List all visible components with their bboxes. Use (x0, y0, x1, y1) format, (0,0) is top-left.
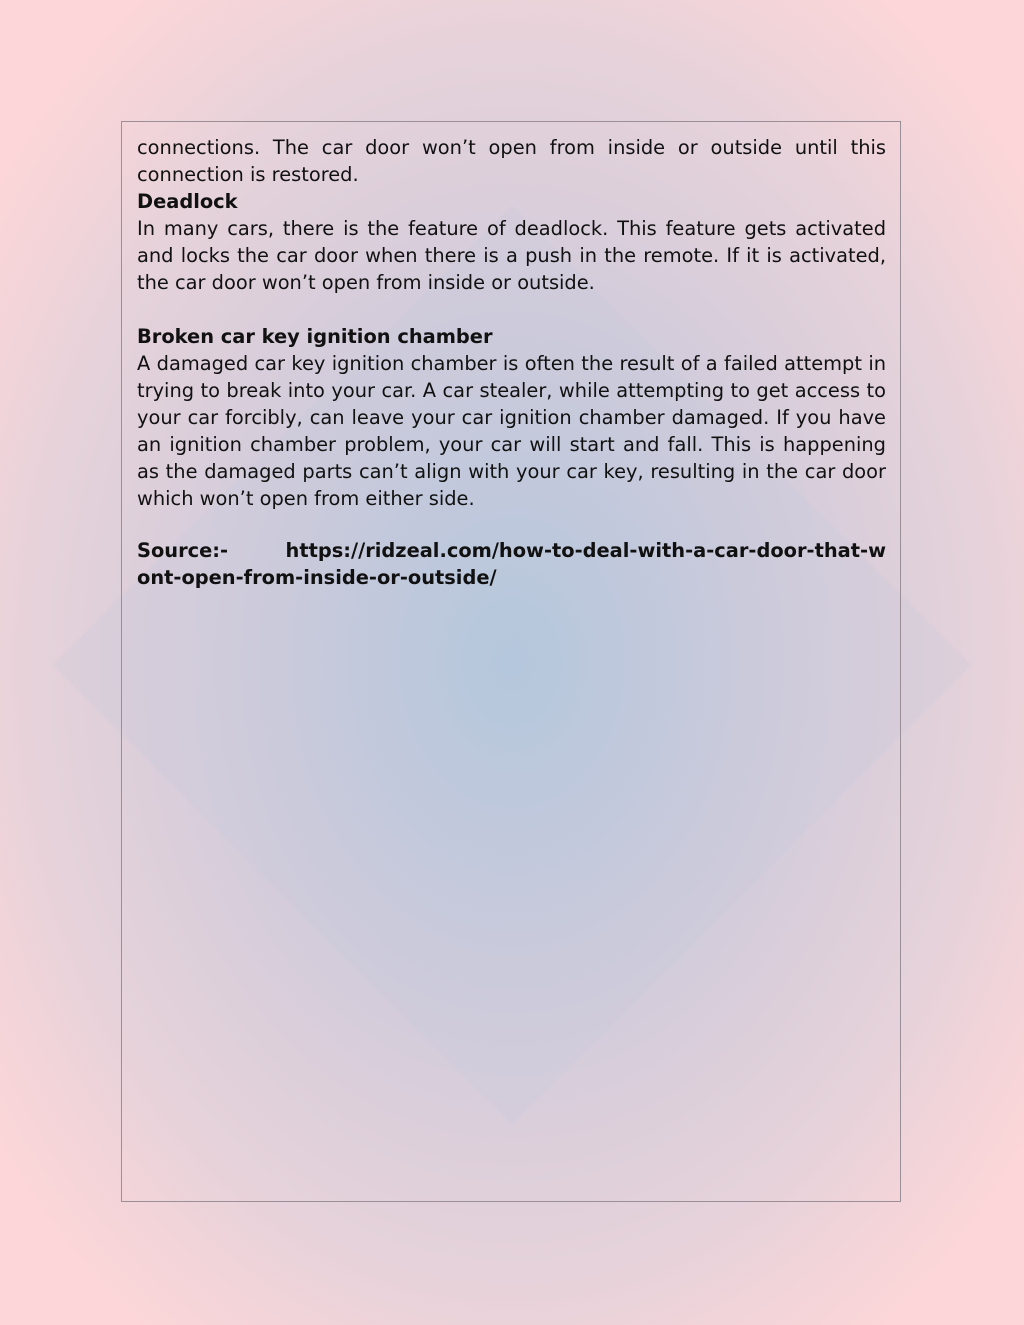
intro-paragraph: connections. The car door won’t open from inside or outside until this connection is restored. (137, 136, 886, 186)
paragraph-spacer (137, 296, 886, 323)
section-body-ignition-chamber: A damaged car key ignition chamber is often the result of a failed attempt in trying to break into your car. A car stealer, while attempting to get access to your car forcibly, can leave your car ignition chamber damaged. If you have an ignition chamber problem, your car will start and fall. This is happening as the damaged parts can’t align with your car key, resulting in the car door which won’t open from either side. (137, 352, 886, 510)
section-heading-deadlock: Deadlock (137, 190, 238, 213)
section-body-deadlock: In many cars, there is the feature of deadlock. This feature gets activated and locks the car door when there is a push in the remote. If it is activated, the car door won’t open from inside or outside. (137, 217, 886, 294)
source-line (137, 537, 886, 591)
paragraph-spacer (137, 512, 886, 537)
source-label: Source:- (137, 539, 229, 562)
section-heading-ignition-chamber: Broken car key ignition chamber (137, 325, 493, 348)
document-content (137, 134, 886, 591)
source-link[interactable]: https://ridzeal.com/how-to-deal-with-a-car-door-that-wont-open-from-inside-or-outside/ (137, 539, 886, 589)
